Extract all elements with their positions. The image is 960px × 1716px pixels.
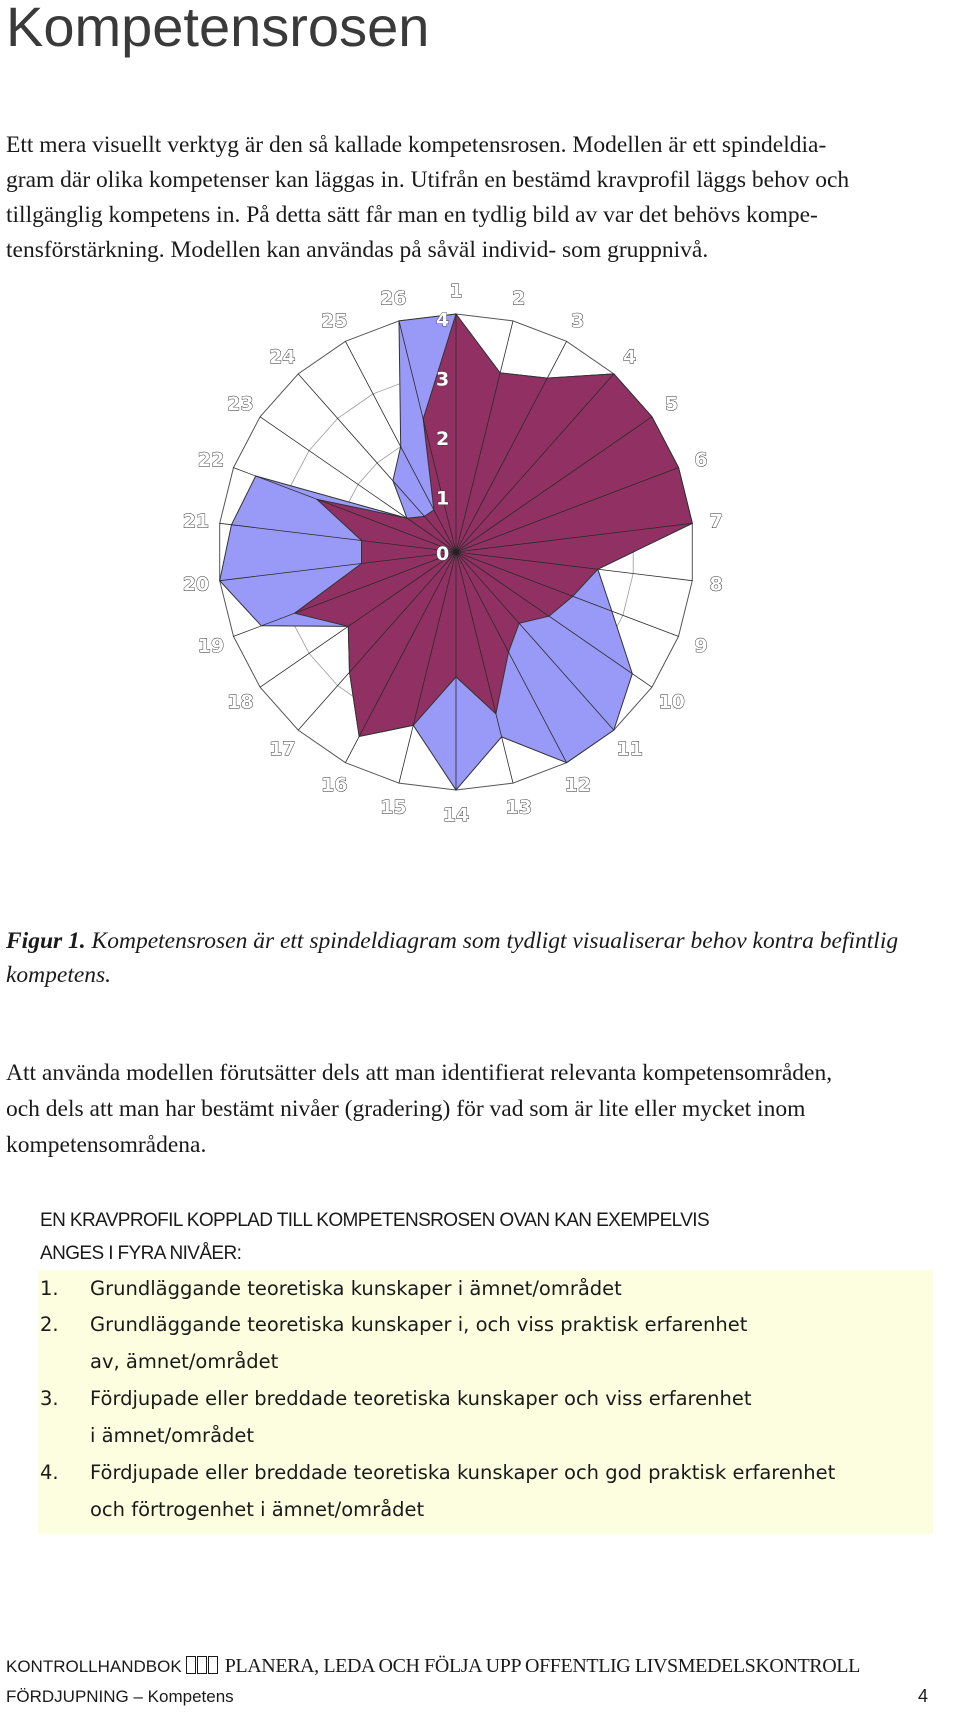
category-label: 1 (449, 280, 463, 302)
level-text: och förtrogenhet i ämnet/området (90, 1498, 425, 1521)
category-label: 9 (694, 634, 708, 657)
intro-line: Ett mera visuellt verktyg är den så kallade kompetensrosen. Modellen är ett spindeldia- (6, 132, 827, 158)
level-number: 2. (40, 1313, 59, 1336)
intro-line: tillgänglig kompetens in. På detta sätt får man en tydlig bild av var det behövs kompe- (6, 202, 818, 228)
requirement-profile-heading (40, 1204, 709, 1270)
level-text: i ämnet/området (90, 1424, 255, 1447)
footer-series-line (6, 1655, 860, 1679)
category-label: 24 (269, 345, 296, 368)
category-label: 11 (616, 738, 643, 761)
category-label: 14 (442, 804, 470, 826)
footer-series-title: PLANERA, LEDA OCH FÖLJA UPP OFFENTLIG LIVSMEDELSKONTROLL (224, 1655, 860, 1677)
level-text: Fördjupade eller breddade teoretiska kunskaper och god praktisk erfarenhet (90, 1461, 836, 1484)
category-label: 6 (694, 449, 708, 472)
category-label: 4 (623, 345, 637, 368)
radial-tick-label: 1 (436, 487, 450, 510)
category-label: 15 (380, 796, 407, 819)
level-text: Fördjupade eller breddade teoretiska kunskaper och viss erfarenhet (90, 1387, 752, 1410)
category-label: 13 (505, 796, 532, 819)
radial-tick-label: 3 (436, 368, 450, 391)
intro-line: tensförstärkning. Modellen kan användas på såväl individ- som gruppnivå. (6, 237, 709, 263)
competence-rose-figure (182, 280, 792, 900)
page-number: 4 (918, 1686, 929, 1706)
level-text: Grundläggande teoretiska kunskaper i, och viss praktisk erfarenhet (90, 1313, 748, 1336)
category-label: 18 (227, 690, 254, 713)
body-line: och dels att man har bestämt nivåer (gradering) för vad som är lite eller mycket inom (6, 1096, 806, 1122)
radial-tick-label: 2 (436, 428, 450, 450)
category-label: 25 (320, 310, 348, 332)
category-label: 22 (197, 449, 225, 472)
category-label: 23 (227, 393, 254, 416)
category-label: 19 (197, 634, 225, 657)
levels-list (38, 1270, 933, 1534)
category-label: 20 (182, 573, 210, 596)
category-label: 10 (658, 690, 685, 713)
figure-caption (6, 924, 946, 992)
intro-paragraph (6, 128, 946, 268)
category-label: 8 (709, 573, 723, 596)
category-label: 12 (564, 774, 592, 796)
heading-line: ANGES I FYRA NIVÅER: (40, 1243, 242, 1264)
level-number: 3. (40, 1387, 59, 1410)
handbook-boxes-icon (186, 1656, 219, 1679)
radial-tick-label: 4 (436, 309, 450, 331)
intro-line: gram där olika kompetenser kan läggas in. Utifrån en bestämd kravprofil läggs behov och (6, 167, 850, 193)
category-label: 3 (571, 310, 585, 332)
level-text: av, ämnet/området (90, 1350, 279, 1373)
level-number: 4. (40, 1461, 59, 1484)
category-label: 2 (512, 287, 526, 310)
level-text: Grundläggande teoretiska kunskaper i ämnet/området (90, 1277, 622, 1300)
competence-rose-chart (182, 280, 792, 900)
caption-text: Kompetensrosen är ett spindeldiagram som tydligt visualiserar behov kontra befintlig kompetens. (6, 928, 899, 988)
body-paragraph (6, 1055, 951, 1163)
radial-tick-label: 0 (436, 543, 450, 565)
body-line: Att använda modellen förutsätter dels att man identifierat relevanta kompetensområden, (6, 1060, 833, 1086)
page-title: Kompetensrosen (6, 0, 430, 58)
category-label: 17 (269, 738, 296, 761)
heading-line: EN KRAVPROFIL KOPPLAD TILL KOMPETENSROSEN OVAN KAN EXEMPELVIS (40, 1210, 710, 1231)
category-label: 7 (709, 510, 723, 533)
category-label: 21 (182, 510, 210, 533)
figure-label: Figur 1. (6, 928, 86, 954)
footer-handbook: KONTROLLHANDBOK (6, 1657, 182, 1676)
level-number: 1. (40, 1277, 59, 1300)
category-label: 26 (380, 287, 407, 310)
body-line: kompetensområdena. (6, 1132, 207, 1158)
category-label: 5 (664, 393, 679, 416)
rose-center-dot (453, 549, 459, 555)
category-label: 16 (320, 774, 348, 796)
footer-section: FÖRDJUPNING – Kompetens (6, 1687, 234, 1706)
